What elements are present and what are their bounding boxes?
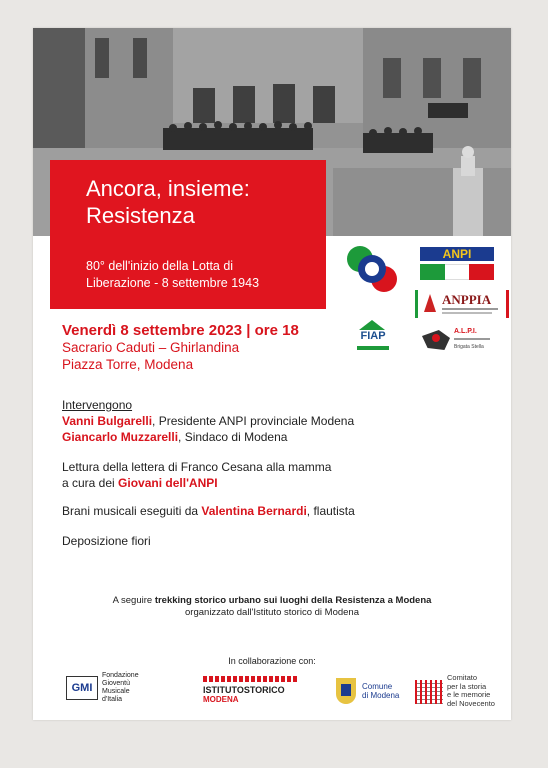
speaker-1-role: , Presidente ANPI provinciale Modena	[152, 414, 355, 428]
logo-alpi	[422, 328, 502, 354]
event-date: Venerdì 8 settembre 2023 | ore 18	[62, 322, 299, 339]
alpi-sub-label: Brigata Stella	[454, 344, 484, 350]
comune-line-2: di Modena	[362, 691, 400, 700]
gmi-line-1: Fondazione	[102, 672, 139, 679]
reading-org: Giovani dell'ANPI	[118, 476, 218, 490]
title-line-1: Ancora, insieme:	[86, 176, 250, 201]
followup-bold: trekking storico urbano sui luoghi della Resistenza a Modena	[154, 595, 432, 606]
speaker-2-name: Giancarlo Muzzarelli	[62, 430, 179, 444]
istituto-line-2: MODENA	[203, 695, 239, 704]
followup-line-1	[33, 595, 511, 606]
comitato-line-3: e le memorie	[447, 690, 491, 699]
reading-prefix: a cura dei	[62, 476, 119, 490]
comune-line-1: Comune	[362, 682, 393, 691]
gmi-line-2: Gioventù	[102, 680, 131, 687]
speaker-2	[62, 429, 287, 445]
anppia-flame-icon	[424, 294, 436, 312]
music-line	[62, 503, 355, 519]
reading-line-2	[62, 475, 218, 491]
reading-line-1: Lettura della lettera di Franco Cesana alla mamma	[62, 460, 332, 474]
followup-prefix: A seguire	[112, 595, 155, 606]
gmi-line-3: Musicale	[102, 688, 130, 695]
event-place-line-1: Sacrario Caduti – Ghirlandina	[62, 340, 240, 355]
gmi-text	[102, 672, 139, 704]
title-line-2: Resistenza	[86, 203, 195, 228]
fiap-label: FIAP	[360, 330, 386, 342]
followup-line-2: organizzato dall'Istituto storico di Modena	[185, 607, 359, 618]
comitato-text	[447, 674, 495, 708]
gmi-line-4: d'Italia	[102, 696, 123, 703]
subtitle-line-2: Liberazione - 8 settembre 1943	[86, 276, 260, 290]
comitato-line-4: del Novecento	[447, 698, 495, 708]
title-box	[50, 160, 326, 309]
speaker-1	[62, 413, 354, 429]
logo-istituto-storico	[203, 676, 299, 708]
logo-comune-modena	[336, 676, 410, 708]
speaker-1-name: Vanni Bulgarelli	[62, 414, 153, 428]
music-performer: Valentina Bernardi	[201, 504, 307, 518]
comitato-line-2: per la storia	[447, 681, 487, 691]
anppia-label: ANPPIA	[442, 292, 492, 307]
logo-comitato	[415, 674, 505, 710]
logo-gmi	[66, 672, 146, 710]
alpi-label: A.L.P.I.	[454, 328, 477, 335]
music-suffix: , flautista	[306, 504, 355, 518]
gmi-mark: GMI	[66, 676, 98, 700]
collab-label: In collaborazione con:	[228, 656, 316, 666]
logo-anppia	[415, 290, 509, 318]
event-place-line-2: Piazza Torre, Modena	[62, 357, 194, 372]
subtitle-line-1: 80° dell'inizio della Lotta di	[86, 259, 234, 273]
speakers-heading: Intervengono	[62, 398, 133, 412]
wreath-laying: Deposizione fiori	[62, 534, 151, 548]
logo-anpi	[420, 247, 494, 281]
comitato-line-1: Comitato	[447, 673, 478, 682]
istituto-line-1: ISTITUTOSTORICO	[203, 685, 285, 695]
anpi-label: ANPI	[420, 247, 494, 261]
music-prefix: Brani musicali eseguiti da	[62, 504, 202, 518]
subtitle	[86, 258, 316, 292]
logo-fiap	[355, 320, 391, 354]
comitato-pattern-icon	[415, 680, 443, 704]
speaker-2-role: , Sindaco di Modena	[178, 430, 288, 444]
logo-flag-circles	[346, 245, 398, 293]
comune-text	[362, 682, 399, 700]
